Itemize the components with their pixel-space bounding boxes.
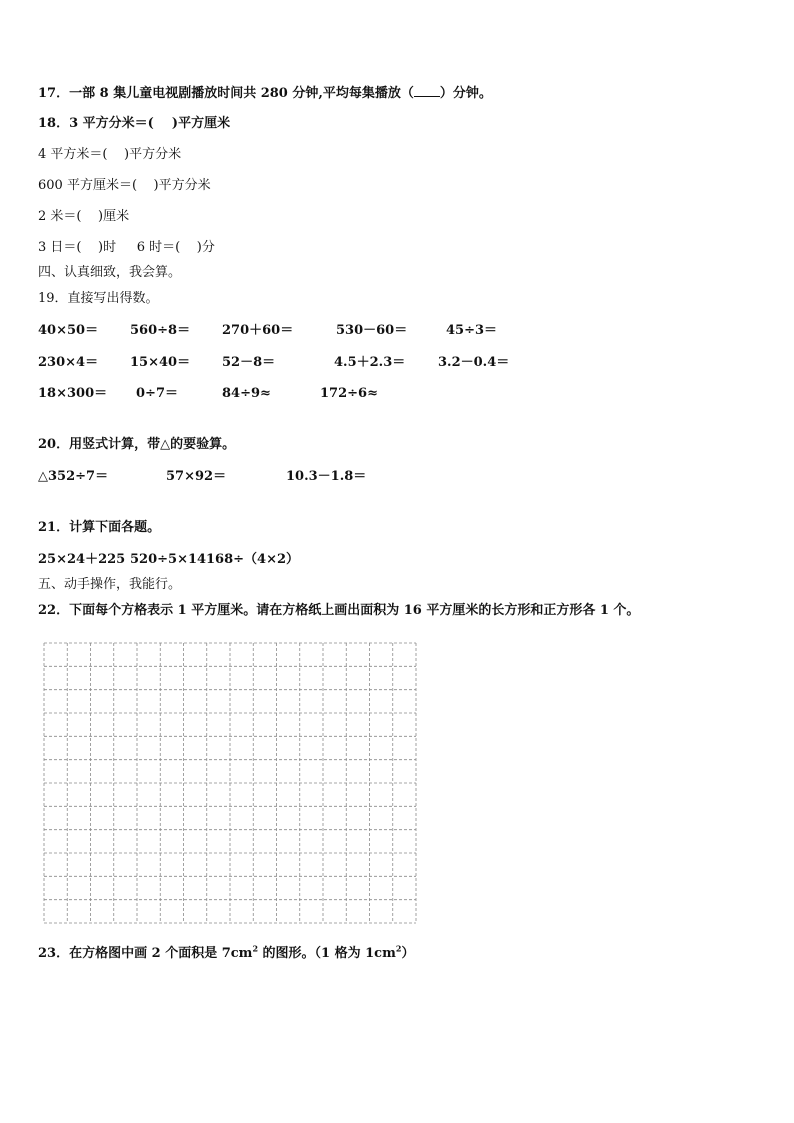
- section-five-heading: 五、动手操作，我能行。: [38, 577, 182, 592]
- q19-item: 15×40＝: [130, 355, 191, 370]
- q23-text: 23．在方格图中画 2 个面积是 7cm: [38, 946, 253, 961]
- question-18-line5: 3 日＝( )时 6 时＝( )分: [38, 240, 215, 255]
- answer-blank[interactable]: [414, 84, 440, 97]
- q19-item: 18×300＝: [38, 386, 108, 401]
- q19-item: 172÷6≈: [320, 386, 378, 401]
- question-17: [38, 84, 492, 102]
- q19-item: 52－8＝: [222, 355, 276, 370]
- q19-item: 40×50＝: [38, 323, 99, 338]
- q20-item: 10.3－1.8＝: [286, 469, 367, 484]
- q21-item: 168÷（4×2）: [206, 552, 300, 567]
- q19-item: 3.2－0.4＝: [438, 355, 510, 370]
- q19-item: 0÷7＝: [136, 386, 178, 401]
- question-23: [38, 943, 415, 962]
- superscript: 2: [252, 943, 259, 954]
- q23-text-mid: 的图形。（1 格为 1cm: [258, 946, 396, 961]
- q19-item: 230×4＝: [38, 355, 99, 370]
- q17-text-end: ）分钟。: [439, 86, 492, 101]
- q20-item: 57×92＝: [166, 469, 227, 484]
- section-four-heading: 四、认真细致，我会算。: [38, 265, 182, 280]
- q20-item: △352÷7＝: [38, 469, 109, 484]
- q21-item: 520÷5×14: [130, 552, 207, 567]
- superscript: 2: [395, 943, 402, 954]
- q19-item: 270＋60＝: [222, 323, 294, 338]
- question-18-line2: 4 平方米＝( )平方分米: [38, 147, 182, 162]
- question-18-line3: 600 平方厘米＝( )平方分米: [38, 178, 211, 193]
- question-19-title: 19．直接写出得数。: [38, 291, 159, 306]
- q19-item: 560÷8＝: [130, 323, 191, 338]
- q23-text-end: ）: [401, 946, 415, 961]
- question-22: 22．下面每个方格表示 1 平方厘米。请在方格纸上画出面积为 16 平方厘米的长方形和正方形各 1 个。: [38, 603, 640, 618]
- question-18-line4: 2 米＝( )厘米: [38, 209, 130, 224]
- question-18-line1: 18．3 平方分米＝( )平方厘米: [38, 116, 231, 131]
- question-21-title: 21．计算下面各题。: [38, 520, 161, 535]
- question-20-title: 20．用竖式计算，带△的要验算。: [38, 437, 236, 452]
- q21-item: 25×24＋225: [38, 552, 126, 567]
- q19-item: 84÷9≈: [222, 386, 271, 401]
- square-grid-paper[interactable]: [43, 642, 417, 924]
- q19-item: 4.5＋2.3＝: [334, 355, 406, 370]
- q17-text: 17．一部 8 集儿童电视剧播放时间共 280 分钟,平均每集播放（: [38, 86, 414, 101]
- q19-item: 45÷3＝: [446, 323, 498, 338]
- q19-item: 530－60＝: [336, 323, 408, 338]
